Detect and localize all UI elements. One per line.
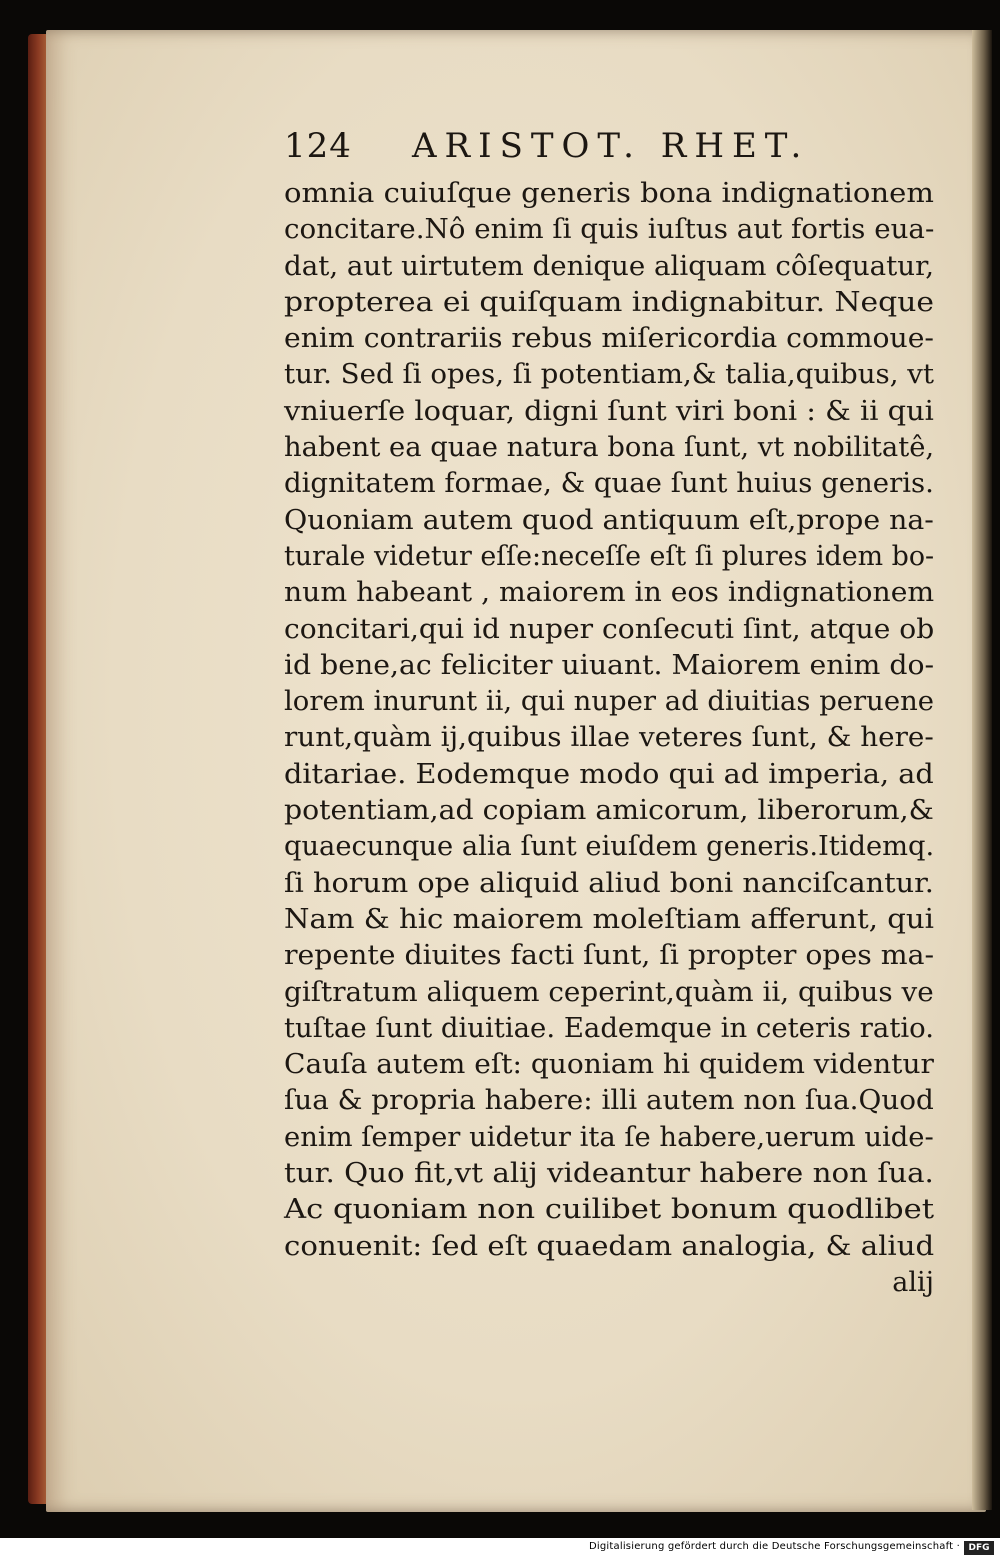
text-line-content: tuſtae ſunt diuitiae. Eademque in ceteris ratio. — [284, 1012, 935, 1044]
text-line — [284, 793, 944, 829]
page-number: 124 — [284, 126, 352, 166]
text-line-content: Cauſa autem eſt: quoniam hi quidem videntur — [284, 1049, 934, 1081]
text-line — [284, 1192, 944, 1228]
text-line — [284, 249, 944, 285]
text-line-content: quaecunque alia ſunt eiuſdem generis.Itidemq. — [284, 831, 935, 863]
text-line — [284, 866, 944, 902]
book-gutter — [972, 30, 992, 1510]
text-line — [284, 612, 944, 648]
text-line-content: habent ea quae natura bona ſunt, vt nobilitatê, — [284, 432, 935, 464]
text-line-content: ſua & propria habere: illi autem non ſua.Quod — [284, 1085, 934, 1117]
text-line-content: omnia cuiuſque generis bona indignationem — [284, 178, 934, 209]
text-line — [284, 1156, 944, 1192]
text-line-content: id bene,ac feliciter uiuant. Maiorem enim do- — [284, 649, 935, 681]
footer-bar — [0, 1538, 1000, 1559]
text-line-content: dat, aut uirtutem denique aliquam côſequatur, — [284, 250, 935, 282]
text-line — [284, 575, 944, 611]
catchword — [284, 1265, 944, 1301]
running-head — [284, 118, 944, 176]
body-text — [284, 176, 944, 1265]
text-line — [284, 394, 944, 430]
text-line-content: repente diuites facti ſunt, ſi propter opes ma- — [284, 940, 935, 972]
text-line — [284, 720, 944, 756]
text-line-content: enim contrariis rebus miſericordia commoue- — [284, 323, 934, 355]
text-line-content: conuenit: ſed eſt quaedam analogia, & aliud — [284, 1230, 935, 1262]
text-line — [284, 1120, 944, 1156]
text-line-content: enim ſemper uidetur ita ſe habere,uerum uide- — [284, 1121, 934, 1153]
text-line — [284, 757, 944, 793]
catchword-text: alij — [892, 1266, 934, 1298]
text-line — [284, 1011, 944, 1047]
text-line — [284, 1047, 944, 1083]
text-line — [284, 321, 944, 357]
text-line-content: tur. Quo fit,vt alij videantur habere non ſua. — [284, 1158, 934, 1190]
text-line-content: potentiam,ad copiam amicorum, liberorum,& — [284, 795, 934, 827]
text-line-content: turale videtur eſſe:neceſſe eſt ſi plures idem bo- — [284, 540, 935, 572]
text-line — [284, 430, 944, 466]
text-line — [284, 466, 944, 502]
text-line-content: giſtratum aliquem ceperint,quàm ii, quibus ve — [284, 976, 934, 1008]
text-line-content: concitari,qui id nuper conſecuti ſint, atque ob — [284, 613, 935, 645]
text-line-content: num habeant , maiorem in eos indignationem — [284, 577, 935, 609]
dfg-logo-icon: DFG — [964, 1541, 994, 1555]
text-line — [284, 648, 944, 684]
text-line-content: Nam & hic maiorem moleſtiam afferunt, qui — [284, 903, 935, 935]
text-line — [284, 503, 944, 539]
text-line-content: runt,quàm ij,quibus illae veteres ſunt, & here- — [284, 722, 934, 754]
text-line — [284, 357, 944, 393]
text-line — [284, 684, 944, 720]
text-line-content: Ac quoniam non cuilibet bonum quodlibet — [284, 1194, 935, 1226]
text-line-content: Quoniam autem quod antiquum eſt,prope na- — [284, 504, 934, 536]
text-line-content: propterea ei quiſquam indignabitur. Neque — [284, 286, 934, 318]
running-title: ARISTOT. RHET. — [412, 126, 810, 166]
text-line — [284, 1083, 944, 1119]
text-line-content: ditariae. Eodemque modo qui ad imperia, ad — [284, 758, 934, 790]
text-line — [284, 539, 944, 575]
text-line — [284, 1229, 944, 1265]
text-line-content: vniuerſe loquar, digni ſunt viri boni : & ii qui — [284, 395, 934, 427]
text-line-content: tur. Sed ſi opes, ſi potentiam,& talia,quibus, vt — [284, 359, 935, 391]
text-line — [284, 285, 944, 321]
page-text-block — [284, 118, 944, 1301]
text-line-content: ſi horum ope aliquid aliud boni nanciſcantur. — [284, 867, 934, 899]
text-line-content: concitare.Nô enim ſi quis iuſtus aut fortis eua- — [284, 214, 935, 246]
text-line — [284, 829, 944, 865]
text-line — [284, 975, 944, 1011]
text-line — [284, 902, 944, 938]
text-line — [284, 938, 944, 974]
text-line — [284, 176, 944, 212]
text-line-content: lorem inurunt ii, qui nuper ad diuitias peruene — [284, 686, 935, 718]
text-line — [284, 212, 944, 248]
text-line-content: dignitatem formae, & quae ſunt huius generis. — [284, 468, 934, 500]
footer-credit: Digitalisierung gefördert durch die Deutsche Forschungsgemeinschaft · — [589, 1541, 960, 1552]
